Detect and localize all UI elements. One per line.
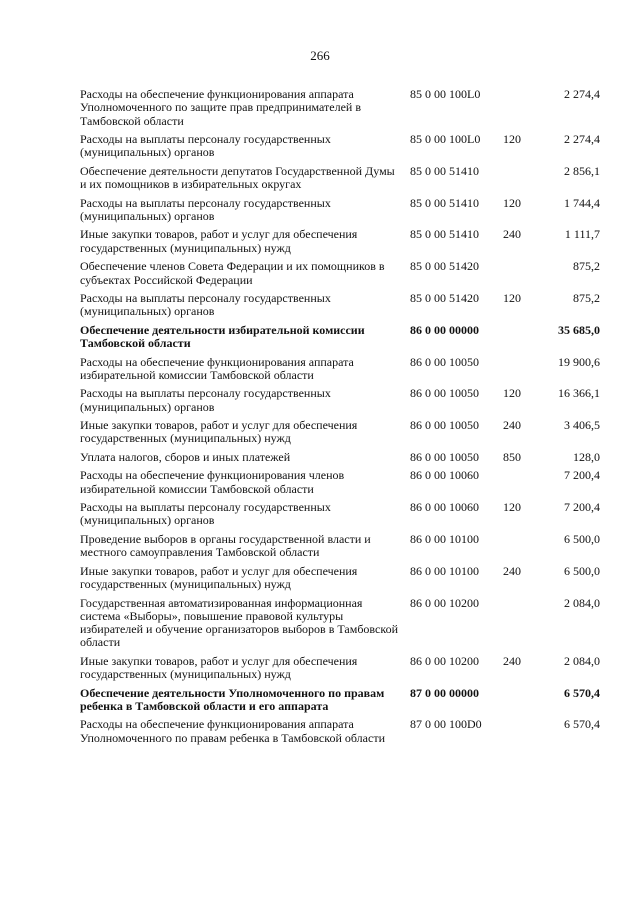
page-number: 266	[310, 48, 330, 63]
row-name: Расходы на выплаты персоналу государственных (муниципальных) органов	[80, 386, 331, 414]
row-name: Иные закупки товаров, работ и услуг для обеспечения государственных (муниципальных) нужд	[80, 563, 358, 592]
row-code: 85 0 00 51410	[410, 195, 479, 210]
row-expense-type: 240	[503, 653, 521, 668]
row-code: 85 0 00 51420	[410, 290, 479, 305]
row-amount: 3 406,5	[564, 418, 600, 433]
budget-table	[80, 88, 600, 750]
table-row	[80, 655, 600, 682]
row-code: 85 0 00 51420	[410, 259, 479, 274]
table-row	[80, 88, 600, 128]
row-code: 85 0 00 51410	[410, 163, 479, 178]
row-name: Уплата налогов, сборов и иных платежей	[80, 449, 291, 464]
row-expense-type: 240	[503, 418, 521, 433]
table-row	[80, 533, 600, 560]
row-name: Проведение выборов в органы государственной власти и местного самоуправления Тамбовской области	[80, 531, 371, 560]
table-row	[80, 565, 600, 592]
row-amount: 1 744,4	[564, 195, 600, 210]
row-expense-type: 120	[503, 290, 521, 305]
row-expense-type: 120	[503, 500, 521, 515]
row-name: Расходы на выплаты персоналу государственных (муниципальных) органов	[80, 195, 331, 223]
row-code: 86 0 00 10100	[410, 563, 479, 578]
table-row	[80, 419, 600, 446]
row-amount: 6 500,0	[564, 563, 600, 578]
row-expense-type: 240	[503, 563, 521, 578]
row-amount: 2 084,0	[564, 595, 600, 610]
row-name: Расходы на обеспечение функционирования аппарата Уполномоченного по защите прав предпринимателей в Тамбовской области	[80, 87, 362, 128]
table-row	[80, 356, 600, 383]
table-row	[80, 324, 600, 351]
row-code: 86 0 00 10050	[410, 449, 479, 464]
table-row	[80, 718, 600, 745]
row-name: Обеспечение деятельности Уполномоченного по правам ребенка в Тамбовской области и его аппарата	[80, 685, 385, 713]
row-amount: 2 084,0	[564, 653, 600, 668]
row-name: Расходы на обеспечение функционирования аппарата Уполномоченного по правам ребенка в Тамбовской области	[80, 717, 385, 745]
row-code: 86 0 00 10050	[410, 354, 479, 369]
table-row	[80, 292, 600, 319]
row-expense-type: 120	[503, 195, 521, 210]
row-name: Расходы на выплаты персоналу государственных (муниципальных) органов	[80, 500, 331, 528]
row-amount: 16 366,1	[558, 386, 600, 401]
table-row	[80, 597, 600, 650]
table-row	[80, 260, 600, 287]
table-row	[80, 687, 600, 714]
row-amount: 128,0	[573, 449, 600, 464]
row-name: Государственная автоматизированная информационная система «Выборы», повышение правовой культуры избирателей и обучение организаторов выборов в Тамбовской области	[80, 595, 398, 650]
row-code: 87 0 00 00000	[410, 685, 479, 700]
row-expense-type: 240	[503, 227, 521, 242]
row-name: Иные закупки товаров, работ и услуг для обеспечения государственных (муниципальных) нужд	[80, 227, 358, 255]
row-name: Обеспечение членов Совета Федерации и их помощников в субъектах Российской Федерации	[80, 259, 385, 287]
table-row	[80, 451, 600, 464]
row-amount: 6 570,4	[564, 717, 600, 732]
row-name: Расходы на обеспечение функционирования членов избирательной комиссии Тамбовской области	[80, 468, 345, 496]
row-amount: 875,2	[573, 290, 600, 305]
row-name: Расходы на обеспечение функционирования аппарата избирательной комиссии Тамбовской области	[80, 354, 354, 382]
row-amount: 2 274,4	[564, 87, 600, 101]
row-name: Иные закупки товаров, работ и услуг для обеспечения государственных (муниципальных) нужд	[80, 418, 358, 446]
row-code: 85 0 00 51410	[410, 227, 479, 242]
row-expense-type: 120	[503, 132, 521, 147]
row-code: 86 0 00 10060	[410, 500, 479, 515]
row-amount: 7 200,4	[564, 468, 600, 483]
row-code: 86 0 00 10050	[410, 386, 479, 401]
table-row	[80, 387, 600, 414]
row-name: Расходы на выплаты персоналу государственных (муниципальных) органов	[80, 132, 331, 160]
row-code: 86 0 00 10050	[410, 418, 479, 433]
table-row	[80, 501, 600, 528]
row-code: 86 0 00 10100	[410, 531, 479, 546]
row-amount: 875,2	[573, 259, 600, 274]
row-name: Иные закупки товаров, работ и услуг для обеспечения государственных (муниципальных) нужд	[80, 653, 358, 682]
row-amount: 6 570,4	[564, 685, 600, 700]
row-code: 86 0 00 10060	[410, 468, 479, 483]
row-code: 85 0 00 100L0	[410, 87, 481, 101]
row-amount: 19 900,6	[558, 354, 600, 369]
row-amount: 1 111,7	[564, 227, 600, 242]
row-amount: 35 685,0	[558, 322, 600, 337]
table-row	[80, 197, 600, 224]
row-code: 87 0 00 100D0	[410, 717, 482, 732]
row-expense-type: 850	[503, 449, 521, 464]
table-row	[80, 228, 600, 255]
table-row	[80, 165, 600, 192]
row-name: Обеспечение деятельности избирательной комиссии Тамбовской области	[80, 322, 365, 351]
table-row	[80, 133, 600, 160]
row-name: Обеспечение деятельности депутатов Государственной Думы и их помощников в избирательных округах	[80, 163, 395, 192]
row-name: Расходы на выплаты персоналу государственных (муниципальных) органов	[80, 290, 331, 319]
row-amount: 2 856,1	[564, 163, 600, 178]
row-amount: 7 200,4	[564, 500, 600, 515]
row-code: 86 0 00 10200	[410, 653, 479, 668]
row-code: 86 0 00 00000	[410, 322, 479, 337]
row-code: 86 0 00 10200	[410, 595, 479, 610]
table-row	[80, 469, 600, 496]
row-amount: 2 274,4	[564, 132, 600, 147]
row-amount: 6 500,0	[564, 531, 600, 546]
row-expense-type: 120	[503, 386, 521, 401]
row-code: 85 0 00 100L0	[410, 132, 481, 147]
